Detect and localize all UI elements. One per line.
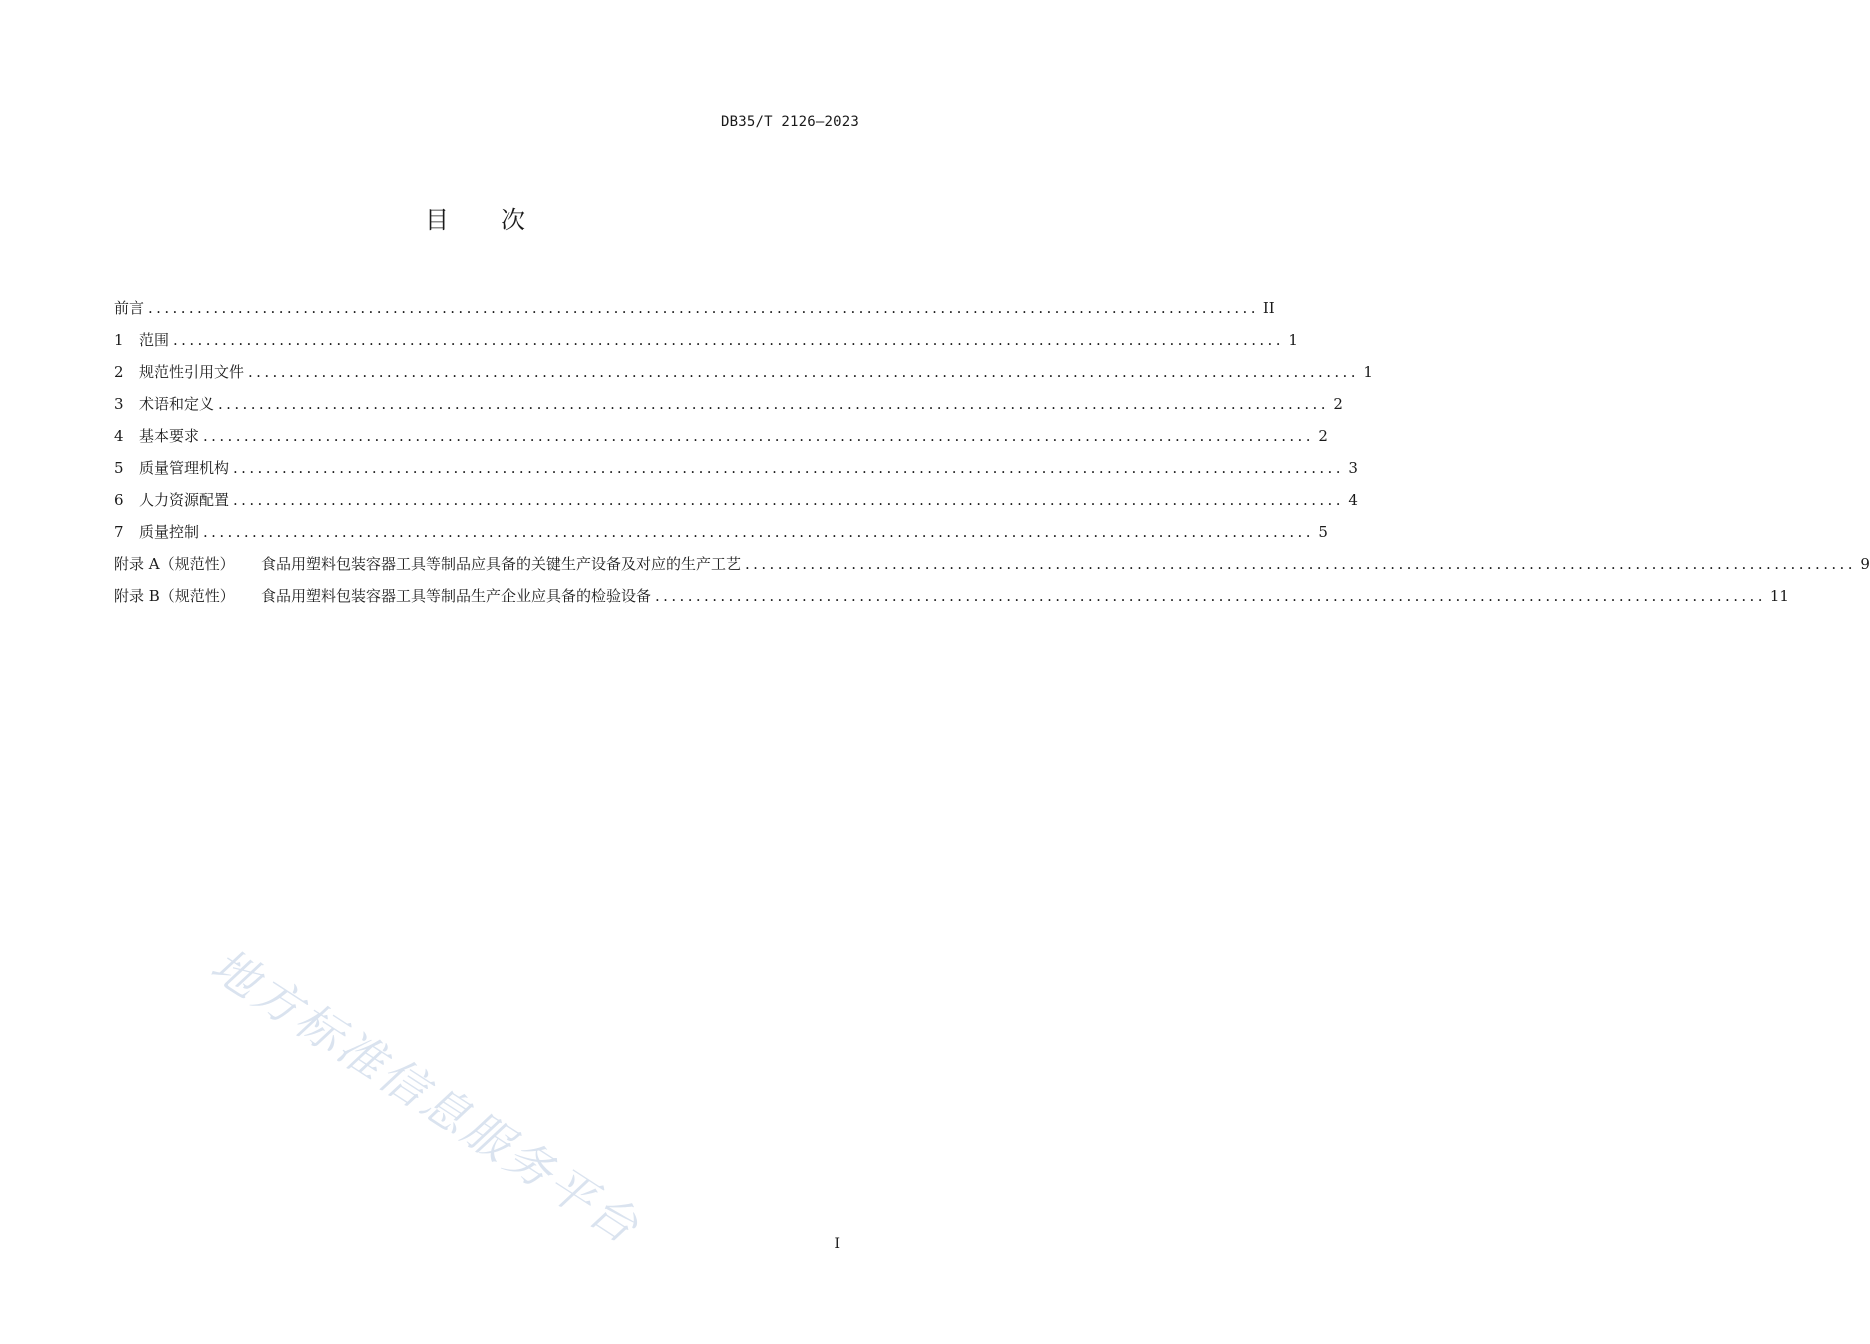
page-title: 目次 — [425, 206, 577, 234]
toc-entry-page: 4 — [1348, 491, 1358, 509]
toc-entry-number: 6 — [114, 491, 124, 509]
toc-appendix-prefix: 附录 B（规范性） — [114, 587, 235, 605]
toc-entry-number: 4 — [114, 427, 124, 445]
toc-entry-number: 3 — [114, 395, 124, 413]
toc-appendix-prefix: 附录 A（规范性） — [114, 555, 235, 573]
toc-entry-label: 基本要求 — [139, 427, 200, 445]
toc-leader-dots: ........................................................................................................................................ — [655, 587, 1766, 605]
document-code: DB35/T 2126—2023 — [720, 114, 859, 130]
table-of-contents — [114, 287, 1870, 607]
toc-appendix-label: 食品用塑料包装容器工具等制品生产企业应具备的检验设备 — [261, 587, 652, 605]
toc-entry-label: 人力资源配置 — [139, 491, 230, 509]
toc-entry-number: 7 — [114, 523, 124, 541]
toc-entry-page: 2 — [1318, 427, 1328, 445]
toc-entry[interactable] — [114, 447, 1358, 479]
toc-entry-page: 1 — [1288, 331, 1298, 349]
toc-entry[interactable] — [114, 415, 1328, 447]
toc-leader-dots: ........................................................................................................................................ — [148, 299, 1259, 317]
toc-entry-page: 1 — [1363, 363, 1373, 381]
toc-entry-number: 5 — [114, 459, 124, 477]
toc-entry-label: 规范性引用文件 — [139, 363, 245, 381]
watermark: 地方标准信息服务平台 — [201, 937, 651, 1256]
toc-entry[interactable] — [114, 383, 1343, 415]
toc-leader-dots: ........................................................................................................................................ — [203, 523, 1314, 541]
toc-appendix-entry[interactable] — [114, 543, 1870, 575]
toc-entry[interactable] — [114, 479, 1358, 511]
toc-entry-label: 质量管理机构 — [139, 459, 230, 477]
page-number: I — [834, 1236, 840, 1252]
toc-leader-dots: ........................................................................................................................................ — [218, 395, 1329, 413]
toc-appendix-label: 食品用塑料包装容器工具等制品应具备的关键生产设备及对应的生产工艺 — [261, 555, 742, 573]
toc-entry[interactable] — [114, 319, 1298, 351]
toc-entry-label: 范围 — [139, 331, 170, 349]
toc-entry-number: 1 — [114, 331, 124, 349]
toc-appendix-page: 9 — [1860, 555, 1870, 573]
toc-entry-label: 质量控制 — [139, 523, 200, 541]
toc-entry-page: II — [1262, 299, 1275, 317]
toc-entry-number: 2 — [114, 363, 124, 381]
toc-entry[interactable] — [114, 351, 1373, 383]
toc-entry-label: 术语和定义 — [139, 395, 215, 413]
toc-leader-dots: ........................................................................................................................................ — [248, 363, 1359, 381]
toc-entry-page: 5 — [1318, 523, 1328, 541]
toc-leader-dots: ........................................................................................................................................ — [233, 459, 1344, 477]
toc-entry[interactable] — [114, 511, 1328, 543]
toc-entry[interactable] — [114, 287, 1275, 319]
toc-appendix-entry[interactable] — [114, 575, 1789, 607]
toc-leader-dots: ........................................................................................................................................ — [203, 427, 1314, 445]
toc-leader-dots: ........................................................................................................................................ — [233, 491, 1344, 509]
toc-entry-page: 3 — [1348, 459, 1358, 477]
toc-entry-label: 前言 — [114, 299, 145, 317]
toc-leader-dots: ........................................................................................................................................ — [745, 555, 1856, 573]
toc-leader-dots: ........................................................................................................................................ — [173, 331, 1284, 349]
toc-entry-page: 2 — [1333, 395, 1343, 413]
toc-appendix-page: 11 — [1769, 587, 1789, 605]
